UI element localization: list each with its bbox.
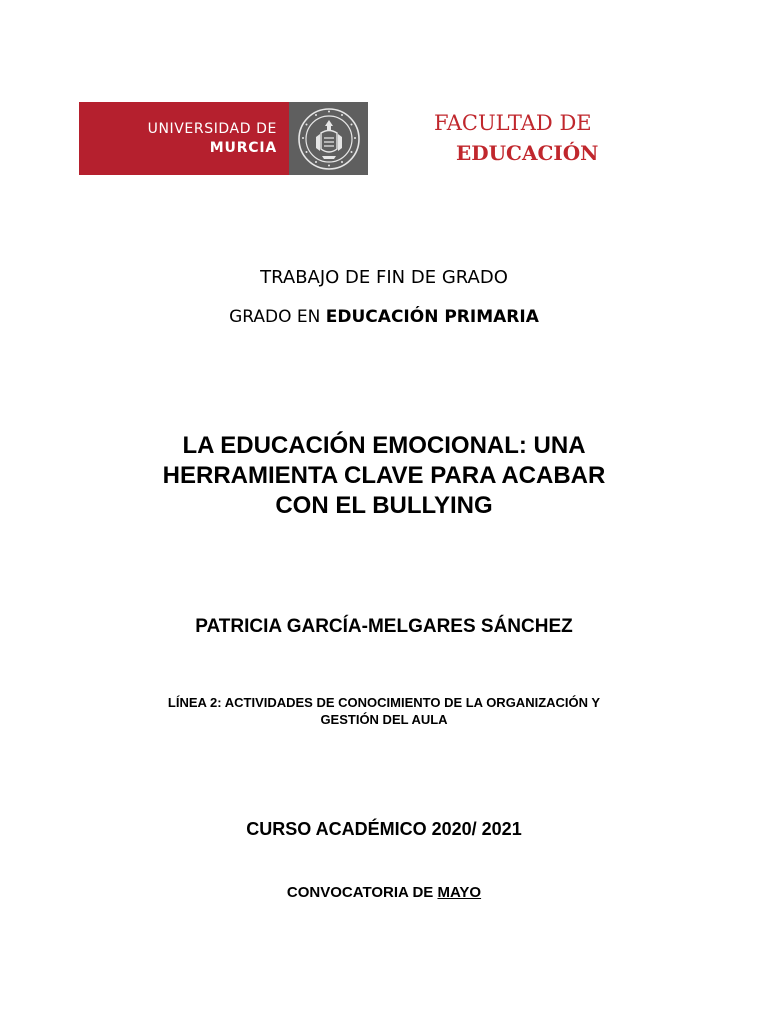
academic-year: CURSO ACADÉMICO 2020/ 2021 [246,819,522,839]
faculty-name [420,108,630,168]
research-line [0,694,768,728]
thesis-title [0,431,768,521]
research-line-text: GESTIÓN DEL AULA [320,712,448,727]
faculty-name-line2: EDUCACIÓN [456,141,599,165]
university-name-line1: UNIVERSIDAD DE [147,120,277,137]
exam-call-prefix: CONVOCATORIA DE [286,884,438,901]
research-line-text: LÍNEA 2: ACTIVIDADES DE CONOCIMIENTO DE LA ORGANIZACIÓN Y [167,695,601,710]
university-logo [79,102,368,175]
exam-call-month: MAYO [437,884,482,901]
university-logo-text [79,102,289,175]
university-seal-icon [297,107,361,171]
author-name: PATRICIA GARCÍA-MELGARES SÁNCHEZ [195,616,573,637]
faculty-name-line1: FACULTAD DE [434,111,592,135]
document-type: TRABAJO DE FIN DE GRADO [260,267,508,288]
university-seal [289,102,368,175]
thesis-title-line: LA EDUCACIÓN EMOCIONAL: UNA [182,432,586,459]
exam-call [0,884,768,901]
degree-heading [0,307,768,327]
degree-name: EDUCACIÓN PRIMARIA [325,307,539,327]
degree-prefix: GRADO EN [229,307,326,327]
university-name-line2: MURCIA [209,139,277,156]
thesis-title-line: HERRAMIENTA CLAVE PARA ACABAR [162,462,606,489]
thesis-title-line: CON EL BULLYING [275,492,493,519]
